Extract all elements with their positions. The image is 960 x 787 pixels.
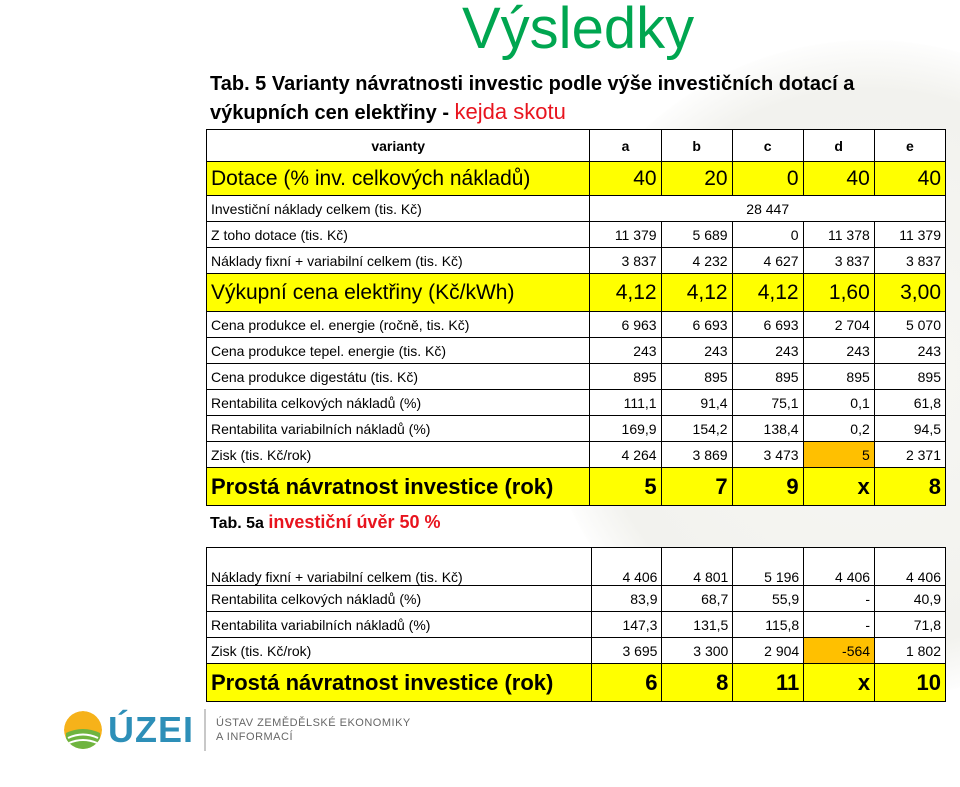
cell: 5 070 — [874, 312, 945, 338]
row-label: Zisk (tis. Kč/rok) — [207, 442, 590, 468]
cell: 40 — [803, 162, 874, 196]
cell: - — [804, 612, 875, 638]
cell: 6 — [591, 664, 662, 702]
caption-prefix: Tab. 5 — [210, 73, 267, 95]
row-label: Z toho dotace (tis. Kč) — [207, 222, 590, 248]
cell: 6 963 — [590, 312, 661, 338]
row-label: Výkupní cena elektřiny (Kč/kWh) — [207, 274, 590, 312]
cell: 10 — [875, 664, 946, 702]
uzei-logo-icon — [64, 711, 102, 749]
cell: 91,4 — [661, 390, 732, 416]
table-row — [207, 364, 946, 390]
cell: 4 232 — [661, 248, 732, 274]
cell: 5 — [590, 468, 661, 506]
cell: 4 264 — [590, 442, 661, 468]
logo-wordmark: ÚZEI — [108, 709, 195, 750]
table-row — [207, 612, 946, 638]
cell: 138,4 — [732, 416, 803, 442]
cell: x — [803, 468, 874, 506]
table-row — [207, 664, 946, 702]
cell: 111,1 — [590, 390, 661, 416]
row-label: Rentabilita celkových nákladů (%) — [207, 586, 592, 612]
header-cell: varianty — [207, 130, 590, 162]
cell: 3 837 — [803, 248, 874, 274]
cell: 0 — [732, 162, 803, 196]
cell: 169,9 — [590, 416, 661, 442]
cell: x — [804, 664, 875, 702]
cell: 4 406 — [591, 548, 662, 586]
row-label: Rentabilita variabilních nákladů (%) — [207, 612, 592, 638]
row-label: Dotace (% inv. celkových nákladů) — [207, 162, 590, 196]
cell-highlighted: 5 — [803, 442, 874, 468]
cell: 55,9 — [733, 586, 804, 612]
row-label: Náklady fixní + variabilní celkem (tis. Kč) — [207, 548, 592, 586]
row-label: Cena produkce tepel. energie (tis. Kč) — [207, 338, 590, 364]
caption-highlight: kejda skotu — [454, 99, 566, 124]
table-row — [207, 162, 946, 196]
cell: 3 869 — [661, 442, 732, 468]
row-label: Cena produkce digestátu (tis. Kč) — [207, 364, 590, 390]
header-cell: b — [661, 130, 732, 162]
cell: 94,5 — [874, 416, 945, 442]
row-label: Zisk (tis. Kč/rok) — [207, 638, 592, 664]
logo-subtitle — [216, 716, 411, 744]
cell: 4 627 — [732, 248, 803, 274]
cell: 0,1 — [803, 390, 874, 416]
cell: 11 378 — [803, 222, 874, 248]
results-table — [206, 129, 946, 506]
cell: - — [804, 586, 875, 612]
header-cell: a — [590, 130, 661, 162]
cell: 3,00 — [874, 274, 945, 312]
cell: 895 — [874, 364, 945, 390]
row-label: Prostá návratnost investice (rok) — [207, 664, 592, 702]
table-row — [207, 222, 946, 248]
cell: 4 406 — [804, 548, 875, 586]
logo-line-1: ÚSTAV ZEMĚDĚLSKÉ EKONOMIKY — [216, 717, 411, 729]
cell: 4 406 — [875, 548, 946, 586]
cell: 3 473 — [732, 442, 803, 468]
cell: 1,60 — [803, 274, 874, 312]
cell: 40 — [874, 162, 945, 196]
table-row — [207, 196, 946, 222]
cell: 895 — [590, 364, 661, 390]
row-label: Cena produkce el. energie (ročně, tis. Kč) — [207, 312, 590, 338]
table-row — [207, 390, 946, 416]
cell: 11 379 — [874, 222, 945, 248]
table-caption — [210, 70, 950, 127]
credit-table — [206, 547, 946, 702]
cell: 895 — [661, 364, 732, 390]
cell: 115,8 — [733, 612, 804, 638]
row-label: Rentabilita celkových nákladů (%) — [207, 390, 590, 416]
cell: 243 — [732, 338, 803, 364]
logo-line-2: A INFORMACÍ — [216, 731, 294, 743]
cell: 243 — [874, 338, 945, 364]
cell: 6 693 — [661, 312, 732, 338]
cell: 7 — [661, 468, 732, 506]
header-cell: d — [803, 130, 874, 162]
cell: 2 704 — [803, 312, 874, 338]
cell: 3 695 — [591, 638, 662, 664]
cell: 895 — [803, 364, 874, 390]
cell: 3 300 — [662, 638, 733, 664]
table-row — [207, 586, 946, 612]
cell: 3 837 — [874, 248, 945, 274]
page-title: Výsledky — [462, 0, 695, 61]
cell: 9 — [732, 468, 803, 506]
cell: 40,9 — [875, 586, 946, 612]
cell: 83,9 — [591, 586, 662, 612]
header-cell: c — [732, 130, 803, 162]
row-label: Náklady fixní + variabilní celkem (tis. Kč) — [207, 248, 590, 274]
table-row — [207, 548, 946, 586]
table-row — [207, 442, 946, 468]
cell: 4 801 — [662, 548, 733, 586]
row-label: Prostá návratnost investice (rok) — [207, 468, 590, 506]
cell: 4,12 — [661, 274, 732, 312]
cell: 75,1 — [732, 390, 803, 416]
cell: 4,12 — [732, 274, 803, 312]
cell: 4,12 — [590, 274, 661, 312]
cell: 40 — [590, 162, 661, 196]
tab5a-prefix: Tab. 5a — [210, 515, 264, 532]
table-row — [207, 248, 946, 274]
cell: 5 196 — [733, 548, 804, 586]
cell: 147,3 — [591, 612, 662, 638]
header-cell: e — [874, 130, 945, 162]
cell: 895 — [732, 364, 803, 390]
table-row — [207, 274, 946, 312]
merged-cell: 28 447 — [590, 196, 946, 222]
row-label: Rentabilita variabilních nákladů (%) — [207, 416, 590, 442]
table-row — [207, 468, 946, 506]
table-row — [207, 416, 946, 442]
cell: 243 — [803, 338, 874, 364]
row-label: Investiční náklady celkem (tis. Kč) — [207, 196, 590, 222]
cell: 3 837 — [590, 248, 661, 274]
cell: 131,5 — [662, 612, 733, 638]
cell: 154,2 — [661, 416, 732, 442]
cell: 243 — [590, 338, 661, 364]
cell: 1 802 — [875, 638, 946, 664]
table-row — [207, 312, 946, 338]
logo-divider — [204, 709, 206, 751]
tab5a-highlight: investiční úvěr 50 % — [268, 512, 441, 532]
cell: 68,7 — [662, 586, 733, 612]
table-5a-caption — [210, 512, 441, 533]
table-row — [207, 338, 946, 364]
cell: 61,8 — [874, 390, 945, 416]
cell: 0,2 — [803, 416, 874, 442]
cell: 20 — [661, 162, 732, 196]
cell: 71,8 — [875, 612, 946, 638]
cell: 11 — [733, 664, 804, 702]
cell: 2 371 — [874, 442, 945, 468]
cell: 11 379 — [590, 222, 661, 248]
footer-logo — [64, 709, 411, 751]
table-row — [207, 638, 946, 664]
table-header-row — [207, 130, 946, 162]
caption-text: Varianty návratnosti investic podle výše investičních dotací a výkupních cen elektřiny - — [210, 73, 855, 124]
cell: 8 — [874, 468, 945, 506]
cell: 8 — [662, 664, 733, 702]
cell: 6 693 — [732, 312, 803, 338]
cell: 0 — [732, 222, 803, 248]
cell: 243 — [661, 338, 732, 364]
cell: 5 689 — [661, 222, 732, 248]
cell-highlighted: -564 — [804, 638, 875, 664]
cell: 2 904 — [733, 638, 804, 664]
